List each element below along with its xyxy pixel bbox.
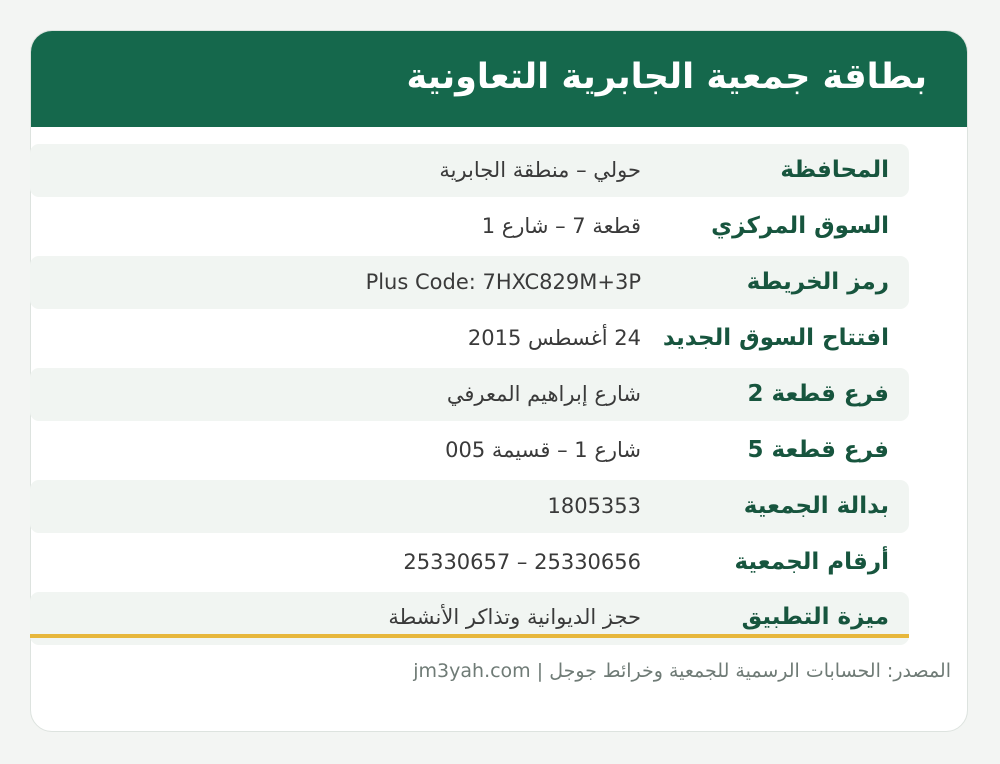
row-value: 24 أغسطس 2015 (467, 326, 641, 350)
source-note (413, 655, 951, 687)
row-branch-block-5 (30, 424, 909, 477)
row-label: رمز الخريطة (746, 269, 889, 295)
accent-divider (30, 634, 909, 638)
row-value: حجز الديوانية وتذاكر الأنشطة (388, 605, 641, 629)
row-label: السوق المركزي (711, 213, 889, 239)
row-value: Plus Code: 7HXC829M+3P (365, 270, 641, 294)
card-header (31, 31, 967, 127)
row-label: المحافظة (780, 157, 889, 183)
row-label: ميزة التطبيق (741, 604, 889, 630)
row-phone-numbers (30, 536, 909, 589)
source-text: المصدر: الحسابات الرسمية للجمعية وخرائط جوجل | (536, 660, 951, 682)
row-new-market-opening (30, 312, 909, 365)
row-central-market (30, 200, 909, 253)
card-title: بطاقة جمعية الجابرية التعاونية (406, 57, 927, 97)
row-map-code (30, 256, 909, 309)
row-value: شارع إبراهيم المعرفي (446, 382, 641, 406)
row-switchboard (30, 480, 909, 533)
row-value: 1805353 (547, 494, 641, 518)
info-rows (30, 144, 909, 648)
row-label: افتتاح السوق الجديد (662, 325, 889, 351)
row-label: أرقام الجمعية (734, 549, 889, 575)
row-label: فرع قطعة 5 (747, 437, 889, 463)
row-label: فرع قطعة 2 (747, 381, 889, 407)
row-label: بدالة الجمعية (743, 493, 889, 519)
row-value: قطعة 7 – شارع 1 (481, 214, 641, 238)
row-value: 25330656 – 25330657 (403, 550, 641, 574)
row-governorate (30, 144, 909, 197)
row-value: حولي – منطقة الجابرية (439, 158, 641, 182)
row-value: شارع 1 – قسيمة 005 (445, 438, 641, 462)
source-site: jm3yah.com (413, 660, 531, 682)
row-branch-block-2 (30, 368, 909, 421)
